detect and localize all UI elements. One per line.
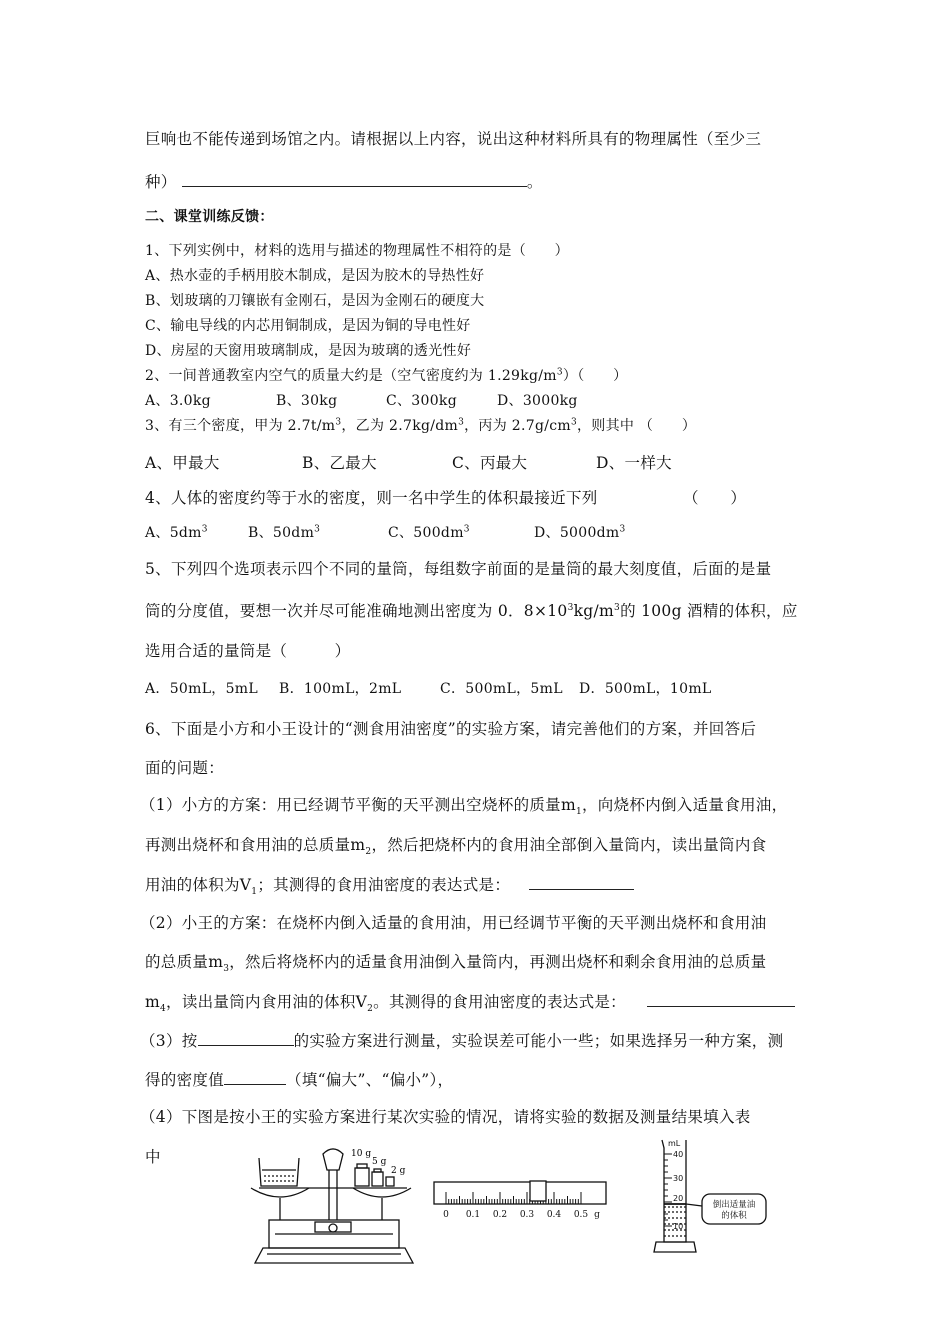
q4-stem: [145, 486, 747, 508]
q2-stem-text: 2、一间普通教室内空气的质量大约是（空气密度约为 1.29kg/m: [145, 368, 557, 384]
intro-line-2-start: 种）: [145, 173, 177, 191]
q2-stem-end: ）（ ）: [562, 368, 628, 384]
q5-line-1: 5、下列四个选项表示四个不同的量筒，每组数字前面的是量筒的最大刻度值，后面的是量: [145, 560, 772, 578]
q6-part2-line-2: 的总质量$m_3$，然后将烧杯内的适量食用油倒入量筒内，再测出烧杯和剩余食用油的总质量: [145, 953, 767, 975]
intro-line-2-end: 。: [526, 173, 543, 191]
answer-blank[interactable]: [198, 1031, 294, 1046]
q2-option-c: C、300kg: [386, 393, 457, 409]
ruler-label-0.5: 0.5: [573, 1210, 589, 1220]
q3-part-1: 3、有三个密度，甲为 2.7t/m: [145, 418, 336, 434]
q1-option-d: D、房屋的天窗用玻璃制成，是因为玻璃的透光性好: [145, 343, 472, 359]
q6-part3-line-1: （3）按 的实验方案进行测量，实验误差可能小一些；如果选择另一种方案，测: [140, 1032, 784, 1050]
ruler-label-0: 0: [443, 1210, 449, 1220]
q6-part4-line-2: 中: [145, 1148, 161, 1166]
answer-blank[interactable]: [224, 1070, 286, 1085]
cylinder-unit: mL: [668, 1139, 681, 1148]
q6-part3-line-2: 得的密度值 （填“偏大”、“偏小”），: [145, 1071, 454, 1089]
cylinder-tick-10: 10: [673, 1222, 684, 1231]
callout-line-2: 的体积: [721, 1211, 747, 1221]
q4-option-d: D、$5000dm^3$: [534, 524, 626, 541]
q1-option-b: B、划玻璃的刀镶嵌有金刚石，是因为金刚石的硬度大: [145, 293, 485, 309]
q2-option-a: A、3.0kg: [145, 393, 211, 409]
rider-marker: [530, 1181, 546, 1201]
q4-option-c: C、$500dm^3$: [388, 524, 470, 541]
ruler-label-unit: g: [594, 1210, 600, 1220]
q3-part-2: ，乙为 2.7kg/dm: [341, 418, 459, 434]
q2-stem-sup: 3: [556, 367, 563, 378]
ruler-label-0.2: 0.2: [492, 1210, 508, 1220]
q4-stem-text: 4、人体的密度约等于水的密度，则一名中学生的体积最接近下列: [145, 489, 598, 507]
q6-part1-line-1: （1）小方的方案：用已经调节平衡的天平测出空烧杯的质量$m_1$，向烧杯内倒入适量食用油，: [140, 796, 788, 818]
answer-blank[interactable]: [182, 172, 527, 187]
callout-line-1: 倒出适量油: [712, 1200, 756, 1210]
answer-blank[interactable]: [529, 875, 634, 890]
rider-scale-figure: [430, 1178, 610, 1223]
q5-sup-1: 3: [567, 602, 574, 613]
q5-line-3: 选用合适的量筒是（ ）: [145, 642, 351, 660]
q5-line-2-c: 的 100g 酒精的体积，应: [620, 602, 798, 620]
section-title: 二、课堂训练反馈：: [145, 209, 274, 225]
q6-line-2: 面的问题：: [145, 759, 225, 777]
q4-option-b: B、$50dm^3$: [248, 524, 321, 541]
intro-line-2: [145, 170, 543, 192]
measuring-cylinder-figure: [648, 1138, 778, 1256]
q6-part2-line-3: $m_4$，读出量筒内食用油的体积$V_2$。其测得的食用油密度的表达式是：: [145, 990, 795, 1014]
q6-part1-line-2: 再测出烧杯和食用油的总质量$m_2$，然后把烧杯内的食用油全部倒入量筒内，读出量筒内食: [145, 836, 767, 858]
q3-sup-2: 3: [458, 417, 465, 428]
cylinder-tick-30: 30: [673, 1174, 684, 1183]
weight-label-2g: 2 g: [391, 1166, 406, 1176]
answer-blank[interactable]: [647, 992, 795, 1007]
q4-option-a: A、$5dm^3$: [145, 524, 208, 541]
q3-part-3: ，丙为 2.7g/cm: [464, 418, 571, 434]
q3-part-4: ，则其中 （ ）: [576, 418, 697, 434]
q3-sup-1: 3: [335, 417, 342, 428]
q3-sup-3: 3: [570, 417, 577, 428]
q6-line-1: 6、下面是小方和小王设计的“测食用油密度”的实验方案，请完善他们的方案，并回答后: [145, 720, 757, 738]
ruler-label-0.1: 0.1: [465, 1210, 481, 1220]
q3-option-a: A、甲最大: [145, 454, 220, 472]
q6-part4-line-1: （4）下图是按小王的实验方案进行某次实验的情况，请将实验的数据及测量结果填入表: [140, 1108, 751, 1126]
ruler-label-0.4: 0.4: [546, 1210, 562, 1220]
q3-option-c: C、丙最大: [452, 454, 528, 472]
intro-line-1: 巨响也不能传递到场馆之内。请根据以上内容，说出这种材料所具有的物理属性（至少三: [145, 130, 762, 148]
q4-paren: （ ）: [683, 489, 747, 507]
q2-option-d: D、3000kg: [497, 393, 578, 409]
q5-option-b: B．100mL，2mL: [279, 681, 402, 697]
q5-option-a: A．50mL，5mL: [145, 681, 258, 697]
q3-option-d: D、一样大: [596, 454, 672, 472]
q3-option-b: B、乙最大: [302, 454, 377, 472]
ruler-label-0.3: 0.3: [519, 1210, 535, 1220]
q5-line-2-b: kg/m: [573, 602, 615, 620]
q1-option-c: C、输电导线的内芯用铜制成，是因为铜的导电性好: [145, 318, 471, 334]
q5-line-2-a: 筒的分度值，要想一次并尽可能准确地测出密度为 0．8×10: [145, 602, 568, 620]
q5-line-2: [145, 599, 798, 621]
q5-option-d: D．500mL，10mL: [579, 681, 712, 697]
q6-part1-line-3: 用油的体积为$V_1$；其测得的食用油密度的表达式是：: [145, 873, 634, 897]
cylinder-tick-20: 20: [673, 1194, 684, 1203]
q1-option-a: A、热水壶的手柄用胶木制成，是因为胶木的导热性好: [145, 268, 485, 284]
q5-sup-2: 3: [614, 602, 621, 613]
weight-label-10g: 10 g: [351, 1149, 372, 1159]
weight-label-5g: 5 g: [372, 1157, 387, 1167]
q2-option-b: B、30kg: [276, 393, 338, 409]
balance-scale-figure: [245, 1140, 420, 1265]
q5-option-c: C．500mL，5mL: [440, 681, 563, 697]
q3-stem: [145, 415, 696, 435]
q6-part2-line-1: （2）小王的方案：在烧杯内倒入适量的食用油，用已经调节平衡的天平测出烧杯和食用油: [140, 914, 767, 932]
cylinder-tick-40: 40: [673, 1150, 684, 1159]
q1-stem: 1、下列实例中，材料的选用与描述的物理属性不相符的是（ ）: [145, 243, 569, 259]
q2-stem: [145, 365, 627, 385]
